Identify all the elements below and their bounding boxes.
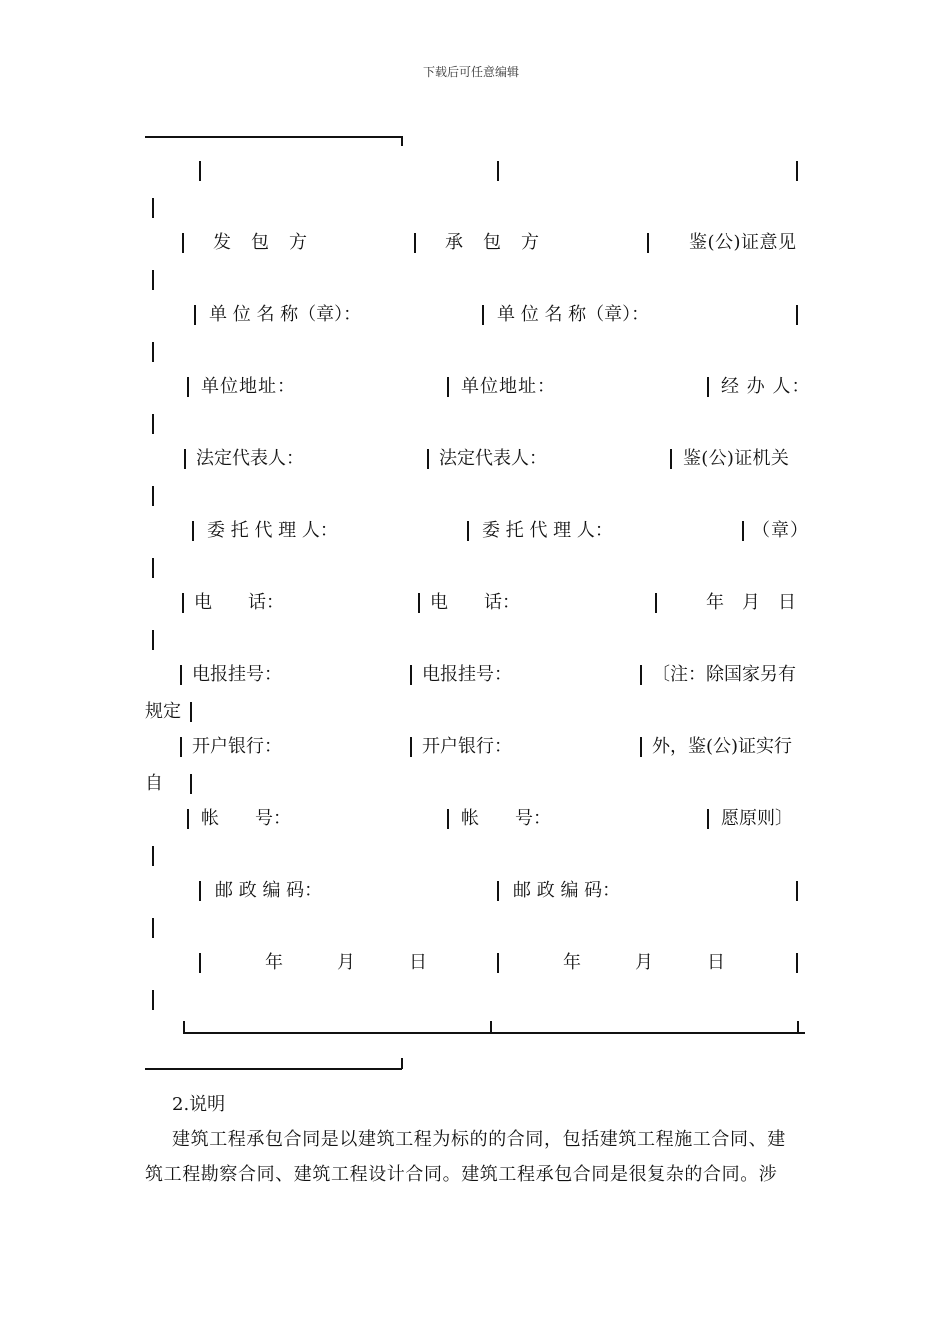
table-bar [199, 953, 201, 973]
section-paragraph-line1: 建筑工程承包合同是以建筑工程为标的的合同，包括建筑工程施工合同、建 [172, 1129, 786, 1150]
table-bar [418, 593, 420, 613]
notary-note-wrap-1: 规定 [145, 701, 181, 722]
contractor-legal-rep-label: 法定代表人： [439, 448, 547, 469]
table-bar [187, 809, 189, 829]
table-bar [194, 305, 196, 325]
section-title: 2.说明 [172, 1094, 226, 1115]
table-bar [655, 593, 657, 613]
contractor-agent-label: 委 托 代 理 人： [482, 520, 613, 541]
table-bar [796, 953, 798, 973]
table-bar [447, 809, 449, 829]
table-bar [640, 737, 642, 757]
table-bar [670, 449, 672, 469]
table-bar [447, 377, 449, 397]
contractor-telegraph-label: 电报挂号： [422, 664, 512, 685]
table-bar [796, 305, 798, 325]
table-top-rule [145, 136, 402, 138]
table-bottom-mid-tick [490, 1021, 492, 1033]
contractor-bank-label: 开户银行： [422, 736, 512, 757]
table-bar [190, 702, 192, 722]
table-bar [427, 449, 429, 469]
table-bar [152, 846, 154, 866]
notary-note-wrap-2: 自 [145, 773, 163, 794]
client-bank-label: 开户银行： [192, 736, 282, 757]
table-bar [192, 521, 194, 541]
client-legal-rep-label: 法定代表人： [196, 448, 304, 469]
table-bar [467, 521, 469, 541]
table-bar [410, 665, 412, 685]
table-bottom-rule [183, 1032, 805, 1034]
contractor-account-label: 帐 号： [461, 808, 551, 829]
table-bar [184, 449, 186, 469]
table-bar [152, 630, 154, 650]
table-bar [647, 233, 649, 253]
notary-authority-label: 鉴(公)证机关 [683, 448, 790, 469]
page-header-note: 下载后可任意编辑 [423, 65, 520, 79]
table-bar [640, 665, 642, 685]
contractor-date-label: 年 月 日 [563, 952, 725, 973]
table-bar [152, 918, 154, 938]
table-bar [190, 774, 192, 794]
table-bar [796, 161, 798, 181]
table-bar [482, 305, 484, 325]
party-notary-heading: 鉴(公)证意见 [689, 232, 797, 253]
contractor-postcode-label: 邮 政 编 码： [513, 880, 621, 901]
client-telegraph-label: 电报挂号： [192, 664, 282, 685]
table-bar [497, 161, 499, 181]
section-paragraph-line2: 筑工程勘察合同、建筑工程设计合同。建筑工程承包合同是很复杂的合同。涉 [145, 1164, 778, 1185]
table-bar [152, 414, 154, 434]
table-bottom-rule-2 [145, 1068, 402, 1070]
client-phone-label: 电 话： [194, 592, 284, 613]
party-contractor-heading: 承 包 方 [445, 232, 540, 253]
client-agent-label: 委 托 代 理 人： [207, 520, 338, 541]
notary-note-line1: 〔注：除国家另有 [652, 664, 796, 685]
table-bar [414, 233, 416, 253]
table-bar [152, 270, 154, 290]
table-bar [182, 593, 184, 613]
contractor-unit-address-label: 单位地址： [461, 376, 556, 397]
table-bar [796, 881, 798, 901]
contractor-phone-label: 电 话： [430, 592, 520, 613]
table-bar [497, 881, 499, 901]
table-bottom-corner [401, 1058, 403, 1069]
table-bar [152, 486, 154, 506]
notary-note-line2: 外，鉴(公)证实行 [652, 736, 793, 757]
table-bar [152, 990, 154, 1010]
client-account-label: 帐 号： [201, 808, 291, 829]
client-unit-address-label: 单位地址： [201, 376, 296, 397]
client-unit-name-label: 单 位 名 称（章）： [209, 304, 362, 325]
notary-seal-label: （章） [752, 520, 809, 541]
client-date-label: 年 月 日 [265, 952, 427, 973]
table-bar [180, 665, 182, 685]
table-bar [707, 809, 709, 829]
table-bar [152, 558, 154, 578]
party-client-heading: 发 包 方 [213, 232, 308, 253]
client-postcode-label: 邮 政 编 码： [215, 880, 323, 901]
table-bar [410, 737, 412, 757]
table-bar [182, 233, 184, 253]
table-bar [152, 198, 154, 218]
table-bottom-right-tick [797, 1021, 799, 1033]
table-bar [497, 953, 499, 973]
table-bar [152, 342, 154, 362]
table-bar [742, 521, 744, 541]
notary-date-label: 年 月 日 [706, 592, 796, 613]
notary-note-line3: 愿原则〕 [721, 808, 793, 829]
table-top-corner [401, 136, 403, 146]
table-bar [707, 377, 709, 397]
table-bar [199, 161, 201, 181]
table-bar [180, 737, 182, 757]
notary-handler-label: 经 办 人： [721, 376, 811, 397]
table-bar [187, 377, 189, 397]
table-bar [199, 881, 201, 901]
contractor-unit-name-label: 单 位 名 称（章）： [497, 304, 650, 325]
